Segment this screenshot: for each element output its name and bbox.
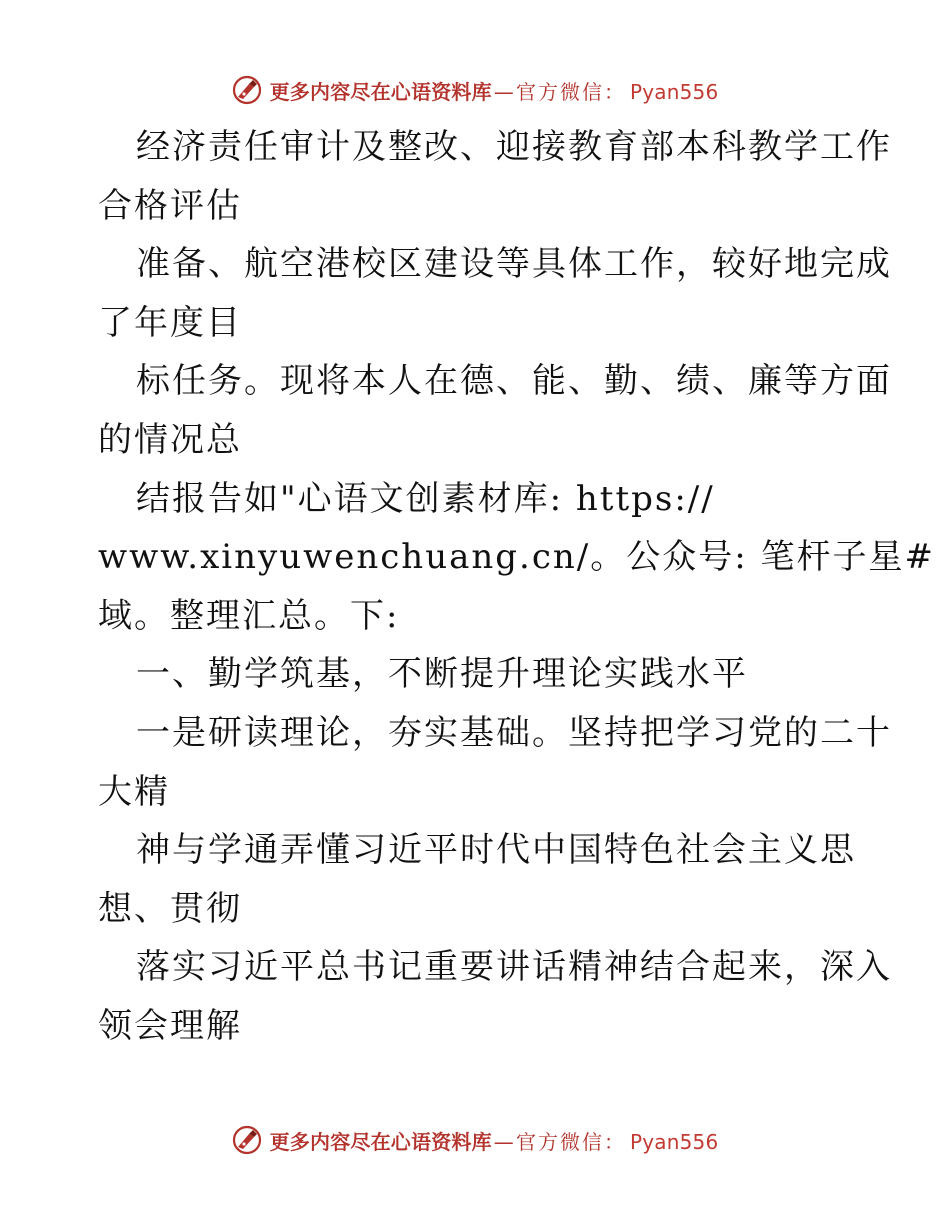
pen-nib-logo-icon [232, 1125, 262, 1155]
document-body [98, 118, 935, 1056]
footer-banner-separator: — [493, 1129, 514, 1154]
header-banner [0, 70, 950, 110]
header-banner-text [270, 76, 719, 105]
body-line: 准备、航空港校区建设等具体工作，较好地完成 [136, 244, 892, 285]
body-line: 标任务。现将本人在德、能、勤、绩、廉等方面 [136, 361, 892, 402]
footer-banner-text [270, 1126, 719, 1155]
footer-banner-main: 更多内容尽在心语资料库 [269, 1129, 492, 1154]
header-banner-wechat-label: 官方微信： [516, 79, 626, 104]
body-line: 大精 [98, 771, 170, 812]
body-line: 合格评估 [98, 185, 242, 226]
body-line: 一是研读理论，夯实基础。坚持把学习党的二十 [136, 712, 892, 753]
body-line: 结报告如"心语文创素材库: https:// [136, 478, 715, 519]
pen-nib-logo-icon [232, 75, 262, 105]
header-banner-wechat-id: Pyan556 [630, 79, 719, 104]
body-line: 想、贯彻 [98, 888, 242, 929]
body-line: 领会理解 [98, 1005, 242, 1046]
header-banner-main: 更多内容尽在心语资料库 [269, 79, 492, 104]
body-line: 域。整理汇总。下: [98, 595, 400, 636]
body-line: 落实习近平总书记重要讲话精神结合起来，深入 [136, 947, 892, 988]
section-heading: 一、勤学筑基，不断提升理论实践水平 [136, 654, 748, 695]
footer-banner-wechat-id: Pyan556 [630, 1129, 719, 1154]
footer-banner [0, 1120, 950, 1160]
body-line: 了年度目 [98, 302, 242, 343]
body-line: 的情况总 [98, 419, 242, 460]
body-line: 神与学通弄懂习近平时代中国特色社会主义思 [136, 830, 856, 871]
body-line: www.xinyuwenchuang.cn/。公众号: 笔杆子星# [98, 537, 935, 578]
header-banner-separator: — [493, 79, 514, 104]
footer-banner-wechat-label: 官方微信： [516, 1129, 626, 1154]
body-line: 经济责任审计及整改、迎接教育部本科教学工作 [136, 127, 892, 167]
